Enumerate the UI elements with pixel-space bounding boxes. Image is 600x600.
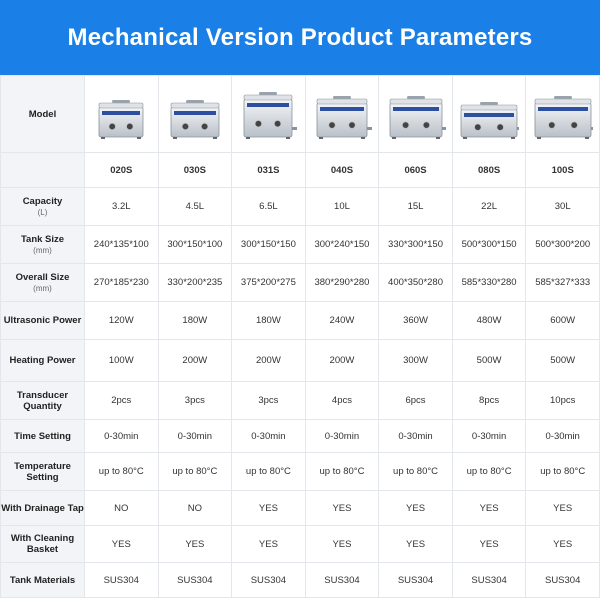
value-cell: 180W [158, 302, 232, 340]
value-cell: 10pcs [526, 382, 600, 420]
parameter-row [1, 188, 600, 226]
value-cell: 0-30min [305, 420, 379, 453]
value-cell: YES [379, 526, 453, 563]
row-label-model: Model [1, 76, 85, 153]
parameter-row [1, 491, 600, 526]
parameter-row [1, 420, 600, 453]
value-cell: 200W [232, 340, 306, 382]
value-cell: SUS304 [305, 563, 379, 598]
value-cell: YES [232, 526, 306, 563]
value-cell: YES [526, 526, 600, 563]
value-cell: YES [232, 491, 306, 526]
parameter-row [1, 563, 600, 598]
value-cell: SUS304 [526, 563, 600, 598]
model-name-cell: 100S [526, 153, 600, 188]
ultrasonic-cleaner-icon [459, 87, 519, 141]
value-cell: up to 80°C [379, 453, 453, 491]
value-cell: 2pcs [85, 382, 159, 420]
row-label [1, 563, 85, 598]
row-label [1, 226, 85, 264]
value-cell: 4pcs [305, 382, 379, 420]
row-label-text: Overall Size [15, 271, 70, 283]
ultrasonic-cleaner-icon [312, 87, 372, 141]
value-cell: 240*135*100 [85, 226, 159, 264]
row-label [1, 302, 85, 340]
value-cell: 330*300*150 [379, 226, 453, 264]
value-cell: NO [85, 491, 159, 526]
parameter-row [1, 302, 600, 340]
parameter-row [1, 382, 600, 420]
row-label-text: Temperature Setting [14, 460, 71, 483]
value-cell: up to 80°C [158, 453, 232, 491]
row-label [1, 382, 85, 420]
value-cell: up to 80°C [232, 453, 306, 491]
value-cell: 4.5L [158, 188, 232, 226]
value-cell: up to 80°C [85, 453, 159, 491]
row-label-text: With Drainage Tap [1, 502, 84, 514]
value-cell: 3.2L [85, 188, 159, 226]
value-cell: SUS304 [379, 563, 453, 598]
value-cell: 300W [379, 340, 453, 382]
row-label [1, 491, 85, 526]
value-cell: 500*300*200 [526, 226, 600, 264]
value-cell: YES [452, 526, 526, 563]
value-cell: 200W [305, 340, 379, 382]
row-label [1, 420, 85, 453]
value-cell: up to 80°C [305, 453, 379, 491]
row-label-text: Transducer Quantity [16, 389, 69, 412]
row-label-text: Time Setting [14, 430, 71, 442]
value-cell: SUS304 [232, 563, 306, 598]
value-cell: NO [158, 491, 232, 526]
ultrasonic-cleaner-icon [91, 87, 151, 141]
value-cell: 0-30min [452, 420, 526, 453]
row-label-blank [1, 153, 85, 188]
value-cell: 375*200*275 [232, 264, 306, 302]
value-cell: 3pcs [158, 382, 232, 420]
ultrasonic-cleaner-icon [533, 87, 593, 141]
value-cell: YES [158, 526, 232, 563]
value-cell: 10L [305, 188, 379, 226]
page-title: Mechanical Version Product Parameters [67, 23, 533, 51]
row-label-text: Tank Size [20, 233, 65, 245]
value-cell: YES [85, 526, 159, 563]
product-image-cell [305, 76, 379, 153]
row-label [1, 453, 85, 491]
row-unit: (mm) [33, 245, 52, 255]
model-name-cell: 030S [158, 153, 232, 188]
value-cell: SUS304 [158, 563, 232, 598]
value-cell: 500W [526, 340, 600, 382]
value-cell: 300*240*150 [305, 226, 379, 264]
value-cell: 300*150*100 [158, 226, 232, 264]
row-label [1, 340, 85, 382]
value-cell: 0-30min [85, 420, 159, 453]
row-label-text: Tank Materials [9, 574, 76, 586]
value-cell: 180W [232, 302, 306, 340]
value-cell: 200W [158, 340, 232, 382]
row-label-text: Heating Power [9, 355, 76, 366]
row-unit: (L) [37, 207, 48, 217]
product-image-cell [85, 76, 159, 153]
value-cell: 500W [452, 340, 526, 382]
value-cell: 0-30min [232, 420, 306, 453]
row-unit: (mm) [33, 283, 52, 293]
model-name-cell: 020S [85, 153, 159, 188]
row-label [1, 526, 85, 563]
product-image-cell [158, 76, 232, 153]
value-cell: 270*185*230 [85, 264, 159, 302]
value-cell: 100W [85, 340, 159, 382]
value-cell: 6pcs [379, 382, 453, 420]
value-cell: 360W [379, 302, 453, 340]
product-image-cell [526, 76, 600, 153]
value-cell: 300*150*150 [232, 226, 306, 264]
parameter-row [1, 453, 600, 491]
ultrasonic-cleaner-icon [165, 87, 225, 141]
value-cell: 585*330*280 [452, 264, 526, 302]
row-label-text: Capacity [22, 195, 63, 207]
value-cell: SUS304 [452, 563, 526, 598]
model-image-row [1, 76, 600, 153]
row-label-text: With Cleaning Basket [10, 533, 75, 555]
value-cell: YES [526, 491, 600, 526]
value-cell: 3pcs [232, 382, 306, 420]
value-cell: 6.5L [232, 188, 306, 226]
row-label-text: Ultrasonic Power [3, 315, 82, 326]
value-cell: 240W [305, 302, 379, 340]
value-cell: 480W [452, 302, 526, 340]
value-cell: up to 80°C [452, 453, 526, 491]
value-cell: 0-30min [158, 420, 232, 453]
product-image-cell [379, 76, 453, 153]
parameter-row [1, 526, 600, 563]
ultrasonic-cleaner-icon [238, 87, 298, 141]
model-name-cell: 031S [232, 153, 306, 188]
row-label [1, 188, 85, 226]
value-cell: YES [305, 526, 379, 563]
parameter-row [1, 340, 600, 382]
parameters-table [0, 75, 600, 598]
parameter-row [1, 226, 600, 264]
value-cell: 30L [526, 188, 600, 226]
value-cell: 15L [379, 188, 453, 226]
product-image-cell [232, 76, 306, 153]
value-cell: SUS304 [85, 563, 159, 598]
model-name-cell: 080S [452, 153, 526, 188]
value-cell: YES [305, 491, 379, 526]
value-cell: YES [379, 491, 453, 526]
value-cell: up to 80°C [526, 453, 600, 491]
value-cell: 22L [452, 188, 526, 226]
parameter-row [1, 264, 600, 302]
value-cell: 330*200*235 [158, 264, 232, 302]
value-cell: 8pcs [452, 382, 526, 420]
value-cell: 380*290*280 [305, 264, 379, 302]
value-cell: 600W [526, 302, 600, 340]
value-cell: 400*350*280 [379, 264, 453, 302]
value-cell: YES [452, 491, 526, 526]
value-cell: 0-30min [379, 420, 453, 453]
value-cell: 0-30min [526, 420, 600, 453]
value-cell: 120W [85, 302, 159, 340]
model-name-cell: 060S [379, 153, 453, 188]
value-cell: 500*300*150 [452, 226, 526, 264]
model-name-row [1, 153, 600, 188]
title-banner [0, 0, 600, 75]
value-cell: 585*327*333 [526, 264, 600, 302]
ultrasonic-cleaner-icon [386, 87, 446, 141]
model-name-cell: 040S [305, 153, 379, 188]
product-image-cell [452, 76, 526, 153]
row-label [1, 264, 85, 302]
